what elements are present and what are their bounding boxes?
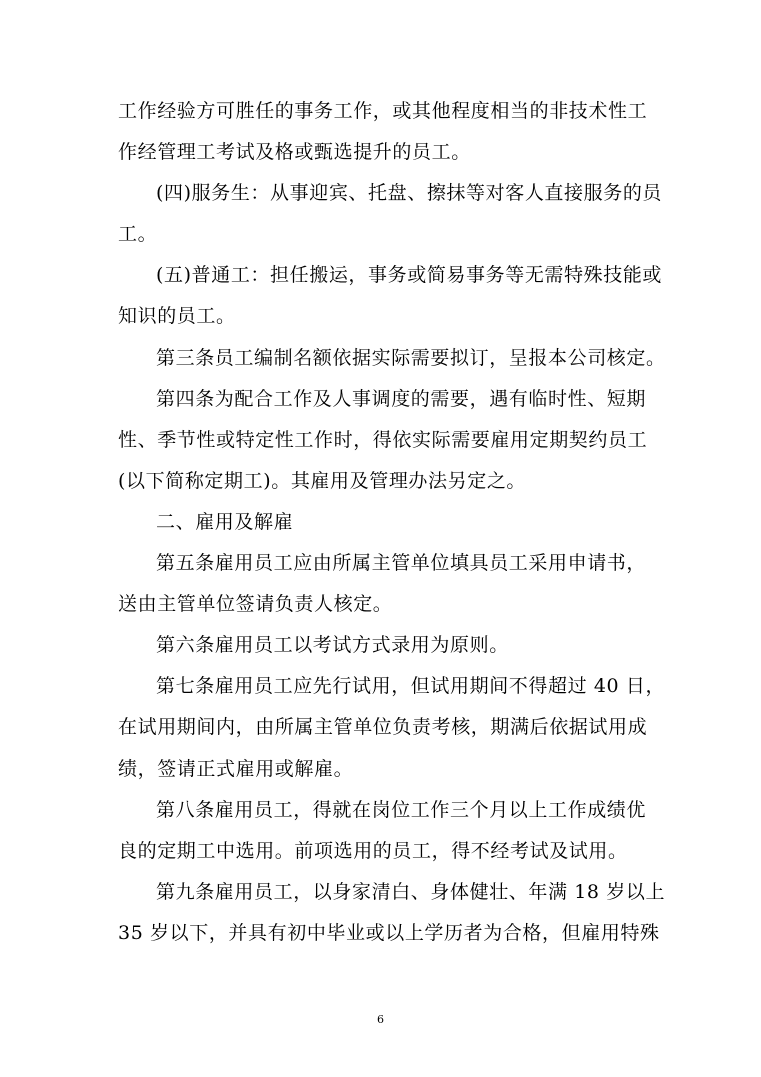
paragraph-article-3 [118, 338, 666, 379]
text-line: 作经管理工考试及格或甄选提升的员工。 [118, 141, 471, 164]
text-line: 性、季节性或特定性工作时，得依实际需要雇用定期契约员工 [118, 428, 648, 451]
text-line: 良的定期工中选用。前项选用的员工，得不经考试及试用。 [118, 839, 628, 862]
text-line: 知识的员工。 [118, 305, 236, 328]
paragraph-article-7 [118, 666, 666, 789]
text-line: (四)服务生：从事迎宾、托盘、擦抹等对客人直接服务的员 [156, 182, 663, 205]
text-line: 第九条雇用员工，以身家清白、身体健壮、年满 18 岁以上 [156, 880, 666, 903]
paragraph-waiter [118, 173, 663, 255]
paragraph-job-description-continued [118, 91, 648, 173]
text-line: 绩，签请正式雇用或解雇。 [118, 757, 354, 780]
page-number: 6 [377, 1013, 384, 1026]
text-line: 第八条雇用员工，得就在岗位工作三个月以上工作成绩优 [156, 798, 647, 821]
paragraph-article-5 [118, 543, 647, 625]
text-line: (以下简称定期工)。其雇用及管理办法另定之。 [118, 469, 527, 492]
text-line: 第五条雇用员工应由所属主管单位填具员工采用申请书， [156, 552, 647, 575]
text-line: 二、雇用及解雇 [156, 510, 294, 533]
text-line: (五)普通工：担任搬运，事务或简易事务等无需特殊技能或 [156, 264, 663, 287]
text-line: 送由主管单位签请负责人核定。 [118, 593, 393, 616]
paragraph-article-8 [118, 790, 647, 872]
paragraph-article-4 [118, 379, 648, 502]
text-line: 35 岁以下，并具有初中毕业或以上学历者为合格，但雇用特殊 [118, 921, 660, 944]
text-line: 第七条雇用员工应先行试用，但试用期间不得超过 40 日， [156, 675, 666, 698]
paragraph-general-worker [118, 255, 663, 337]
text-line: 第六条雇用员工以考试方式录用为原则。 [156, 634, 509, 657]
text-line: 工作经验方可胜任的事务工作，或其他程度相当的非技术性工 [118, 100, 648, 122]
document-body [118, 91, 666, 954]
paragraph-article-9 [118, 872, 666, 954]
text-line: 第四条为配合工作及人事调度的需要，遇有临时性、短期 [156, 387, 647, 410]
section-heading-hiring-and-dismissal [118, 502, 644, 543]
paragraph-article-6 [118, 625, 644, 666]
text-line: 第三条员工编制名额依据实际需要拟订，呈报本公司核定。 [156, 346, 666, 369]
text-line: 工。 [118, 223, 158, 246]
text-line: 在试用期间内，由所属主管单位负责考核，期满后依据试用成 [118, 716, 648, 739]
